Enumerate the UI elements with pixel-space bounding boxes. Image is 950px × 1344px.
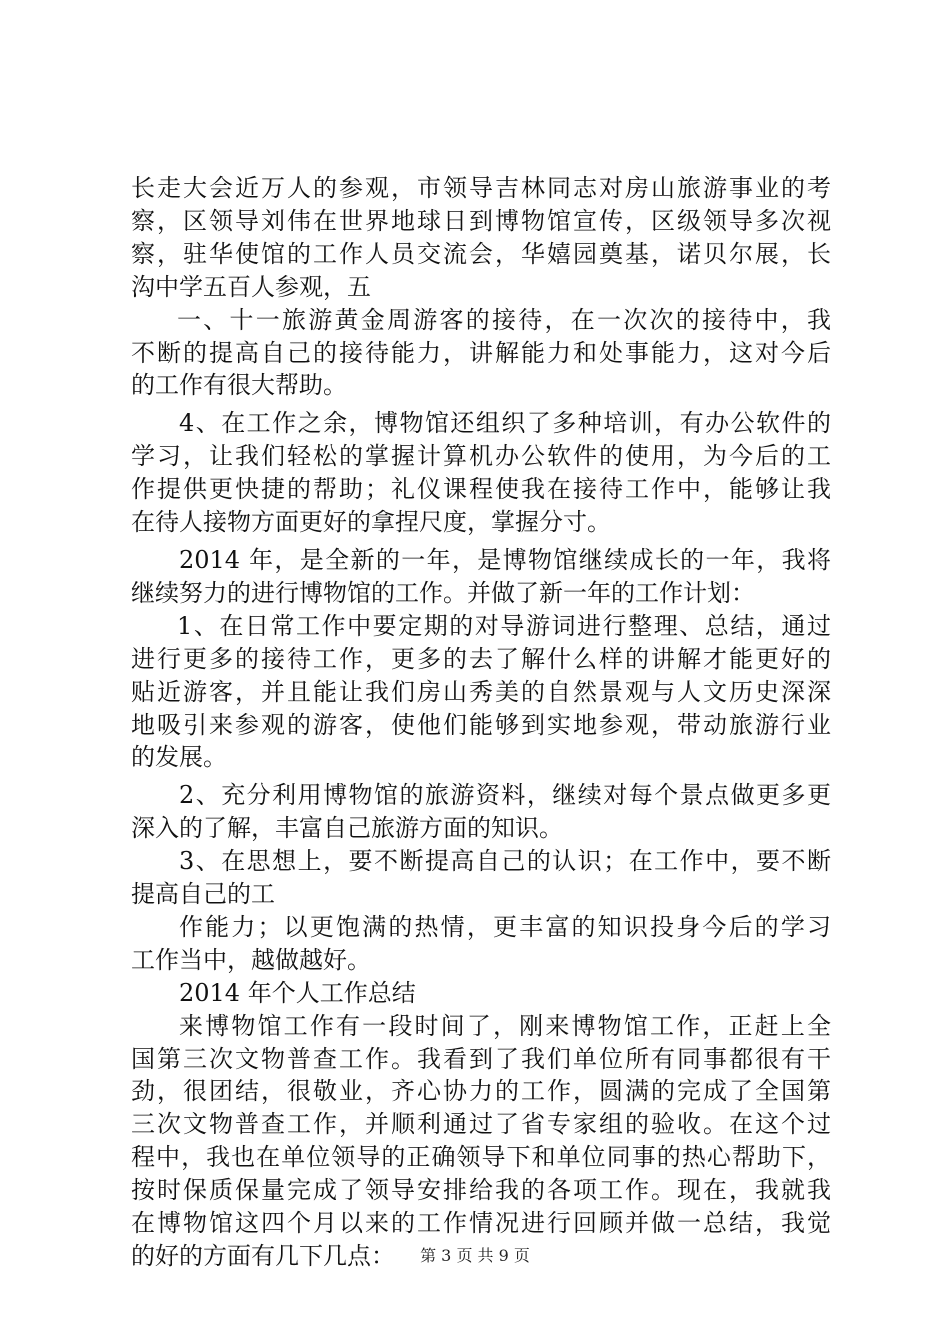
text-line: 4、在工作之余，博物馆还组织了多种培训，有办公软件的	[179, 409, 831, 438]
text-line: 察，区领导刘伟在世界地球日到博物馆宣传，区级领导多次视	[131, 206, 831, 235]
text-line: 的好的方面有几下几点：	[131, 1242, 395, 1270]
text-line: 沟中学五百人参观，五	[131, 272, 371, 301]
text-line: 三次文物普查工作，并顺利通过了省专家组的验收。在这个过	[131, 1110, 831, 1139]
text-line: 贴近游客，并且能让我们房山秀美的自然景观与人文历史深深	[131, 677, 831, 706]
text-line: 3、在思想上，要不断提高自己的认识；在工作中，要不断	[179, 847, 831, 876]
text-line: 长走大会近万人的参观，市领导吉林同志对房山旅游事业的考	[131, 174, 831, 202]
text-line: 不断的提高自己的接待能力，讲解能力和处事能力，这对今后	[131, 338, 831, 367]
text-line: 作提供更快捷的帮助；礼仪课程使我在接待工作中，能够让我	[131, 475, 831, 504]
section-heading: 2014 年个人工作总结	[179, 978, 416, 1007]
text-line: 作能力；以更饱满的热情，更丰富的知识投身今后的学习	[179, 912, 831, 941]
page-footer	[0, 1245, 950, 1267]
text-line: 继续努力的进行博物馆的工作。并做了新一年的工作计划：	[131, 578, 755, 607]
text-line: 劲，很团结，很敬业，齐心协力的工作，圆满的完成了全国第	[131, 1077, 831, 1106]
text-line: 进行更多的接待工作，更多的去了解什么样的讲解才能更好的	[131, 644, 831, 673]
text-line: 察，驻华使馆的工作人员交流会，华嬉园奠基，诺贝尔展，长	[131, 239, 831, 268]
text-line: 来博物馆工作有一段时间了，刚来博物馆工作，正赶上全	[179, 1011, 831, 1040]
text-line: 在待人接物方面更好的拿捏尺度，掌握分寸。	[131, 508, 611, 537]
text-line: 1、在日常工作中要定期的对导游词进行整理、总结，通过	[177, 611, 831, 640]
text-line: 学习，让我们轻松的掌握计算机办公软件的使用，为今后的工	[131, 442, 831, 471]
text-line: 深入的了解，丰富自己旅游方面的知识。	[131, 814, 563, 843]
text-line: 工作当中，越做越好。	[131, 945, 371, 974]
text-line: 按时保质保量完成了领导安排给我的各项工作。现在，我就我	[131, 1176, 831, 1205]
text-line: 的发展。	[131, 743, 227, 772]
text-line: 国第三次文物普查工作。我看到了我们单位所有同事都很有干	[131, 1044, 831, 1073]
text-line: 2014 年，是全新的一年，是博物馆继续成长的一年，我将	[179, 545, 831, 574]
text-line: 在博物馆这四个月以来的工作情况进行回顾并做一总结，我觉	[131, 1209, 831, 1238]
text-line: 提高自己的工	[131, 880, 275, 909]
text-line: 一、十一旅游黄金周游客的接待，在一次次的接待中，我	[177, 305, 831, 334]
text-line: 程中，我也在单位领导的正确领导下和单位同事的热心帮助下，	[131, 1143, 831, 1172]
page-number: 第 3 页 共 9 页	[420, 1246, 530, 1265]
document-body	[131, 172, 831, 1273]
text-line: 的工作有很大帮助。	[131, 371, 347, 400]
text-line: 2、充分利用博物馆的旅游资料，继续对每个景点做更多更	[179, 781, 831, 810]
text-line: 地吸引来参观的游客，使他们能够到实地参观，带动旅游行业	[131, 710, 831, 739]
